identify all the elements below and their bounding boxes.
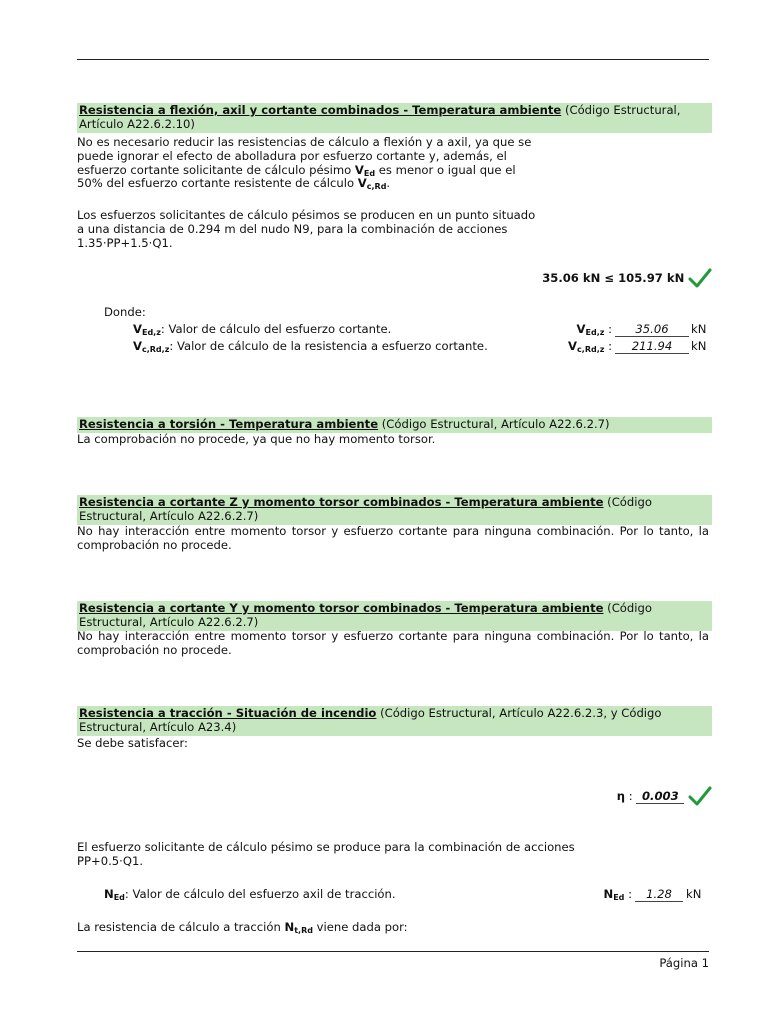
variable-symbol: $V_{Ed,z}$ : <box>576 322 612 337</box>
variable-definition <box>133 322 391 336</box>
variable-description: : Valor de cálculo del esfuerzo cortante. <box>160 322 392 336</box>
section-reference: (Código Estructural, Artículo A22.6.2.3, y Código Estructural, Artículo A23.4) <box>79 706 662 734</box>
section-title: Resistencia a cortante Z y momento torsor combinados - Temperatura ambiente <box>79 495 604 509</box>
symbol-subscript: c,Rd,z <box>577 345 605 354</box>
section-title: Resistencia a tracción - Situación de incendio <box>79 706 377 720</box>
section-header-flexion-axil-cortante <box>77 103 712 133</box>
symbol: V <box>133 322 142 336</box>
symbol-subscript: Ed <box>363 168 376 178</box>
text-run: es menor o igual que el 50% del esfuerzo cortante resistente de cálculo <box>77 162 516 191</box>
section-header-traccion-incendio <box>77 706 712 736</box>
variable-definition <box>133 339 488 353</box>
section-reference: (Código Estructural, Artículo A22.6.2.10) <box>79 103 681 131</box>
checkmark-icon <box>688 786 712 806</box>
variable-unit: kN <box>686 887 702 901</box>
section-header-torsion <box>77 417 712 433</box>
eta-symbol: η <box>616 789 626 803</box>
header-rule <box>77 59 709 60</box>
variable-value: 35.06 <box>615 322 689 337</box>
section-paragraph: Se debe satisfacer: <box>77 736 188 750</box>
section-paragraph <box>77 921 637 935</box>
verification-row <box>480 268 712 288</box>
text-run: viene dada por: <box>312 920 408 934</box>
section-reference: (Código Estructural, Artículo A22.6.2.7) <box>79 601 652 629</box>
symbol-subscript: Ed <box>613 893 625 902</box>
symbol: V <box>568 339 578 353</box>
variable-description: : Valor de cálculo del esfuerzo axil de tracción. <box>124 887 396 901</box>
section-paragraph: La comprobación no procede, ya que no hay momento torsor. <box>77 432 436 446</box>
section-paragraph: El esfuerzo solicitante de cálculo pésimo se produce para la combinación de acciones PP+0.5·Q1. <box>77 840 575 868</box>
variable-unit: kN <box>691 339 707 353</box>
text-run: No es necesario reducir las resistencias de cálculo a flexión y a axil, ya que se puede ignorar el efecto de abolladura por esfuerzo cortante y, además, el esfuerzo cortante solicitante de cálculo pésimo <box>77 135 532 177</box>
section-title: Resistencia a flexión, axil y cortante combinados - Temperatura ambiente <box>79 103 562 117</box>
variable-symbol: $V_{c,Rd,z}$ : <box>568 339 612 354</box>
variable-value-field <box>615 322 689 337</box>
symbol-subscript: c,Rd <box>366 182 387 192</box>
variable-value: 211.94 <box>615 339 689 354</box>
symbol-subscript: Ed,z <box>141 328 161 337</box>
variable-symbol: $N_{Ed}$ : <box>603 887 632 902</box>
section-reference: (Código Estructural, Artículo A22.6.2.7) <box>378 417 610 431</box>
text-run: . <box>386 176 391 191</box>
symbol: N <box>284 920 295 934</box>
symbol: V <box>576 322 586 336</box>
symbol-subscript: c,Rd,z <box>141 345 170 354</box>
section-title: Resistencia a cortante Y y momento torsor combinados - Temperatura ambiente <box>79 601 604 615</box>
symbol: N <box>603 887 614 901</box>
section-header-cortante-y-torsor <box>77 601 712 631</box>
checkmark-icon <box>688 268 712 288</box>
separator: : <box>625 789 637 803</box>
text-run: La resistencia de cálculo a tracción <box>77 920 285 934</box>
symbol: V <box>354 162 364 177</box>
page-number: Página 1 <box>659 956 709 970</box>
variable-description: : Valor de cálculo de la resistencia a esfuerzo cortante. <box>169 339 488 353</box>
symbol-subscript: Ed <box>113 893 125 902</box>
eta-value: 0.003 <box>636 789 684 804</box>
variable-unit: kN <box>691 322 707 336</box>
donde-label: Donde: <box>104 305 146 319</box>
section-paragraph: No hay interacción entre momento torsor y esfuerzo cortante para ninguna combinación. Por lo tanto, la comprobación no procede. <box>77 629 709 657</box>
section-header-cortante-z-torsor <box>77 495 712 525</box>
symbol: V <box>133 339 142 353</box>
utilization-row <box>560 786 712 806</box>
symbol: V <box>357 176 367 191</box>
variable-value-field <box>635 887 683 902</box>
section-paragraph: Los esfuerzos solicitantes de cálculo pésimos se producen en un punto situado a una distancia de 0.294 m del nudo N9, para la combinación de acciones 1.35·PP+1.5·Q1. <box>77 208 536 250</box>
section-title: Resistencia a torsión - Temperatura ambiente <box>79 417 379 431</box>
section-paragraph <box>77 136 543 191</box>
variable-value: 1.28 <box>635 887 683 902</box>
symbol-subscript: Ed,z <box>585 328 605 337</box>
section-paragraph: No hay interacción entre momento torsor y esfuerzo cortante para ninguna combinación. Por lo tanto, la comprobación no procede. <box>77 524 709 552</box>
symbol: N <box>104 887 114 901</box>
verification-expression: 35.06 kN ≤ 105.97 kN <box>542 271 685 285</box>
variable-value-field <box>615 339 689 354</box>
symbol-subscript: t,Rd <box>294 926 313 935</box>
section-reference: (Código Estructural, Artículo A22.6.2.7) <box>79 495 652 523</box>
variable-definition <box>104 887 396 901</box>
footer-rule <box>77 951 709 952</box>
